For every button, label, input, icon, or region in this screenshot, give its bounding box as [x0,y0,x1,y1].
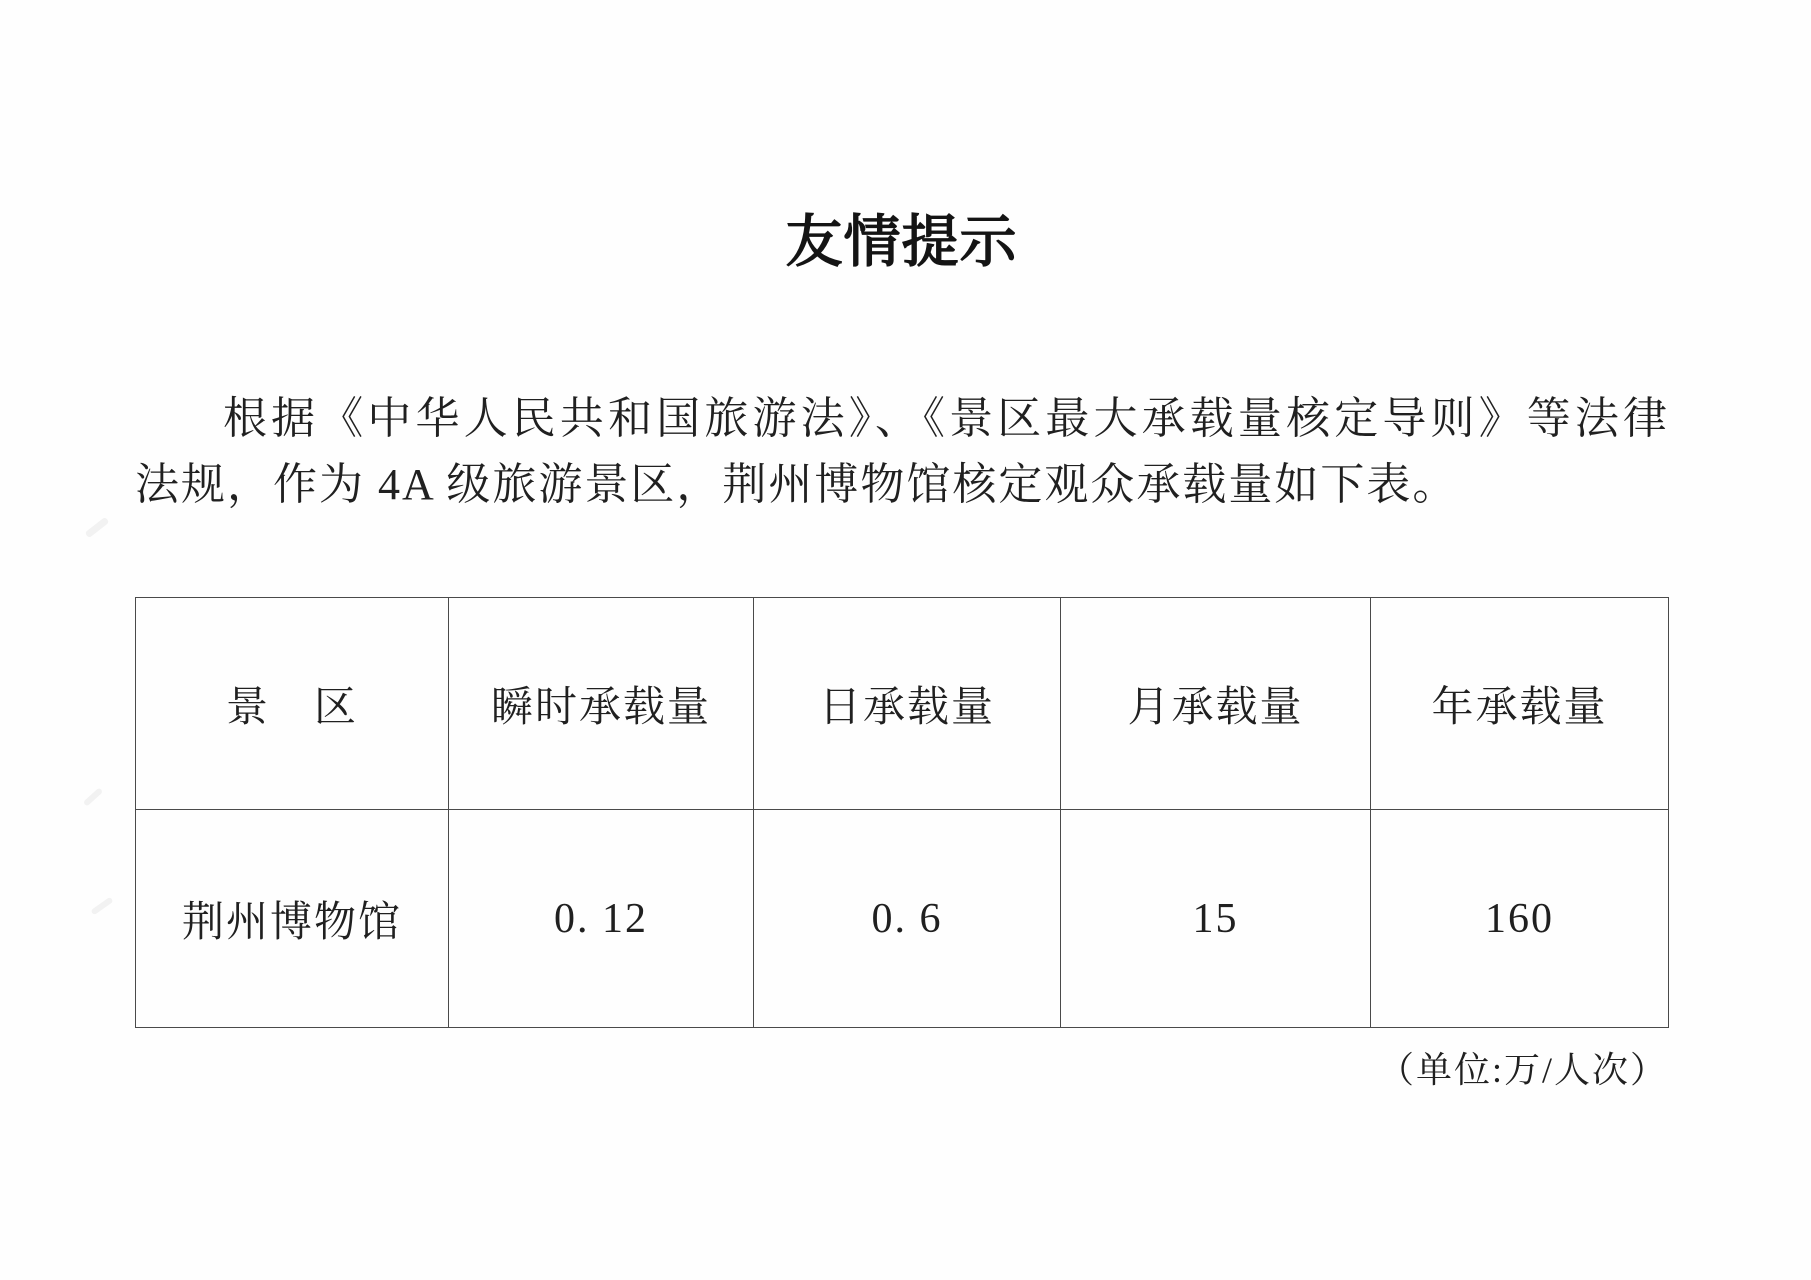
paragraph-line-1: 根据《中华人民共和国旅游法》、《景区最大承载量核定导则》等法律 [223,394,1668,443]
scan-artifact [85,517,110,539]
scan-artifact [83,787,103,806]
table-header-yearly-capacity: 年承载量 [1371,598,1669,810]
paragraph-line-2: 法规，作为 4A 级旅游景区，荆州博物馆核定观众承载量如下表。 [135,460,1459,509]
capacity-table [135,597,1669,1028]
table-row [136,810,1669,1028]
table-header-monthly-capacity: 月承载量 [1061,598,1371,810]
table-header-scenic-area: 景 区 [136,598,449,810]
unit-note: （单位:万/人次） [1377,1050,1668,1090]
scan-artifact [90,897,113,916]
table-cell-yearly-capacity: 160 [1371,810,1669,1028]
table-cell-monthly-capacity: 15 [1061,810,1371,1028]
table-cell-instant-capacity: 0. 12 [449,810,754,1028]
notice-paragraph [135,386,1668,518]
page-title: 友情提示 [785,211,1018,274]
table-header-row [136,598,1669,810]
table-header-instant-capacity: 瞬时承载量 [449,598,754,810]
table-header-daily-capacity: 日承载量 [754,598,1061,810]
table-cell-scenic-area: 荆州博物馆 [136,810,449,1028]
table-cell-daily-capacity: 0. 6 [754,810,1061,1028]
